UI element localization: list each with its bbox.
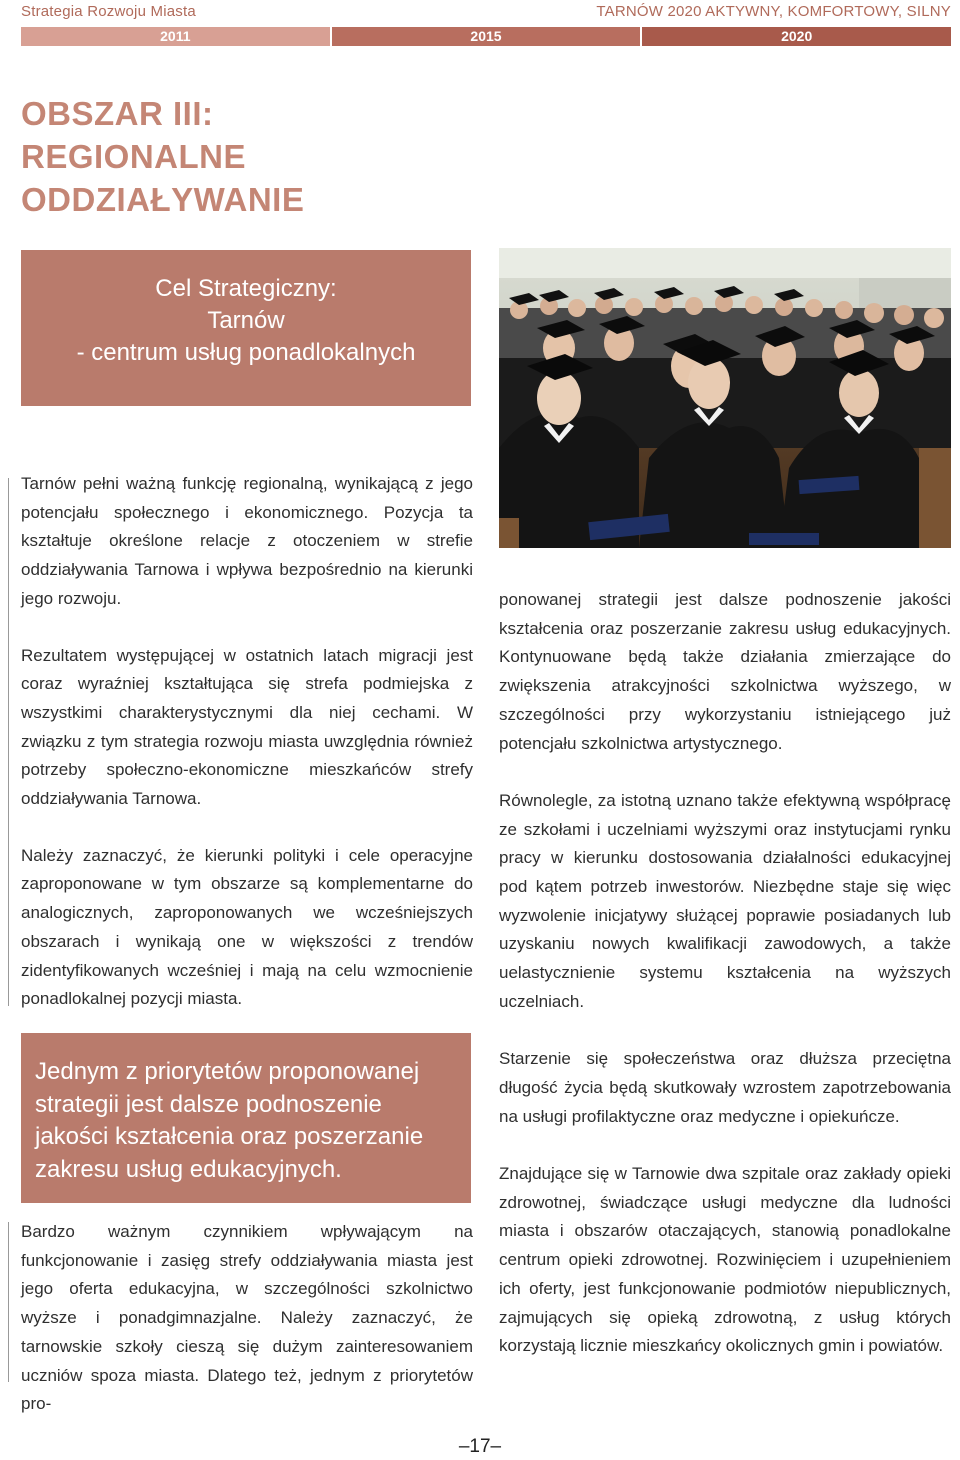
paragraph: Należy zaznaczyć, że kierunki polityki i cele operacyjne zaproponowane w tym obszarze są komplementarne do analogicznych, zaproponowanych we wcześniejszych obszarach i wynikają one w większości z trendów zidentyfikowanych wcześniej i mają na celu wzmocnienie ponadlokalnej pozycji miasta. bbox=[21, 845, 473, 1009]
timeline-segment-2020 bbox=[642, 27, 951, 46]
section-title bbox=[21, 92, 461, 221]
paragraph: Rezultatem występującej w ostatnich latach migracji jest coraz wyraźniej kształtująca się strefa podmiejska z wszystkimi charakterystycznymi dla niej cechami. W związku z tym strategia rozwoju miasta uwzględnia również potrzeby społeczno-ekonomiczne mieszkańców strefy oddziaływania Tarnowa. bbox=[21, 645, 473, 809]
timeline-year: 2015 bbox=[470, 28, 502, 44]
section-title-line: ODDZIAŁYWANIE bbox=[21, 181, 305, 218]
section-title-line: OBSZAR III: bbox=[21, 95, 214, 132]
left-margin-rule bbox=[8, 478, 9, 1006]
strategic-goal-box bbox=[21, 250, 471, 406]
paragraph: Bardzo ważnym czynnikiem wpływającym na funkcjonowanie i zasięg strefy oddziaływania miasta jest jego oferta edukacyjna, w szczególności szkolnictwo wyższe i ponadgimnazjalne. Należy zaznaczyć, że tarnowskie szkoły cieszą się dużym zainteresowaniem uczniów spoza miasta. Dlatego też, jednym z priorytetów pro- bbox=[21, 1222, 473, 1414]
page-number: –17– bbox=[458, 1436, 502, 1457]
document-series-title: Strategia Rozwoju Miasta bbox=[21, 3, 196, 20]
timeline-segment-2015 bbox=[332, 27, 641, 46]
timeline-year: 2020 bbox=[781, 28, 813, 44]
left-column-bottom-text bbox=[21, 1218, 473, 1419]
paragraph: ponowanej strategii jest dalsze podnoszenie jakości kształcenia oraz poszerzanie zakresu usług edukacyjnych. Kontynuowane będą także działania zmierzające do zwiększenia atrakcyjności szkolnictwa wyższego, w szczególności przy wykorzystaniu istniejącego już potencjału szkolnictwa artystycznego. bbox=[499, 590, 951, 753]
paragraph: Tarnów pełni ważną funkcję regionalną, wynikającą z jego potencjału społecznego i ekonomicznego. Pozycja ta kształtuje określone relacje z otoczeniem w strefie oddziaływania Tarnowa i wpływa bezpośrednio na kierunki jego rozwoju. bbox=[21, 474, 473, 608]
paragraph: Starzenie się społeczeństwa oraz dłuższa przeciętna długość życia będą skutkowały wzrostem zapotrzebowania na usługi profilaktyczne oraz medyczne i opiekuńcze. bbox=[499, 1049, 951, 1126]
goal-line: Tarnów bbox=[207, 307, 285, 334]
timeline-segment-2011 bbox=[21, 27, 330, 46]
document-tagline: TARNÓW 2020 AKTYWNY, KOMFORTOWY, SILNY bbox=[596, 3, 951, 20]
right-column-text bbox=[499, 586, 951, 1361]
left-margin-rule bbox=[8, 1222, 9, 1382]
paragraph: Równolegle, za istotną uznano także efektywną współpracę ze szkołami i uczelniami wyższymi oraz instytucjami rynku pracy w kierunku dostosowania działalności edukacyjnej pod kątem potrzeb inwestorów. Niezbędne staje się więc wyzwolenie inicjatywy służącej poprawie posiadanych lub uzyskaniu nowych kwalifikacji zawodowych, a także uelastycznienie systemu kształcenia na wyższych uczelniach. bbox=[499, 790, 951, 1011]
paragraph: Znajdujące się w Tarnowie dwa szpitale oraz zakłady opieki zdrowotnej, świadczące usługi medyczne dla ludności miasta i obszarów otaczających, stanowią ponadlokalne centrum opieki zdrowotnej. Rozwinięciem i uzupełnieniem ich oferty, jest funkcjonowanie podmiotów niepublicznych, zajmujących się opieką zdrowotną, z usług których korzystają licznie mieszkańcy okolicznych gmin i powiatów. bbox=[499, 1164, 951, 1356]
timeline-bar bbox=[21, 27, 951, 46]
goal-line: Cel Strategiczny: bbox=[155, 275, 337, 302]
left-column-text bbox=[21, 470, 473, 1014]
highlight-quote-box: Jednym z priorytetów proponowanej strategii jest dalsze podnoszenie jakości kształcenia oraz poszerzanie zakresu usług edukacyjnych. bbox=[21, 1033, 471, 1203]
timeline-year: 2011 bbox=[160, 28, 191, 44]
section-title-line: REGIONALNE bbox=[21, 138, 247, 175]
goal-line: - centrum usług ponadlokalnych bbox=[76, 339, 416, 366]
graduates-photo bbox=[499, 248, 951, 548]
